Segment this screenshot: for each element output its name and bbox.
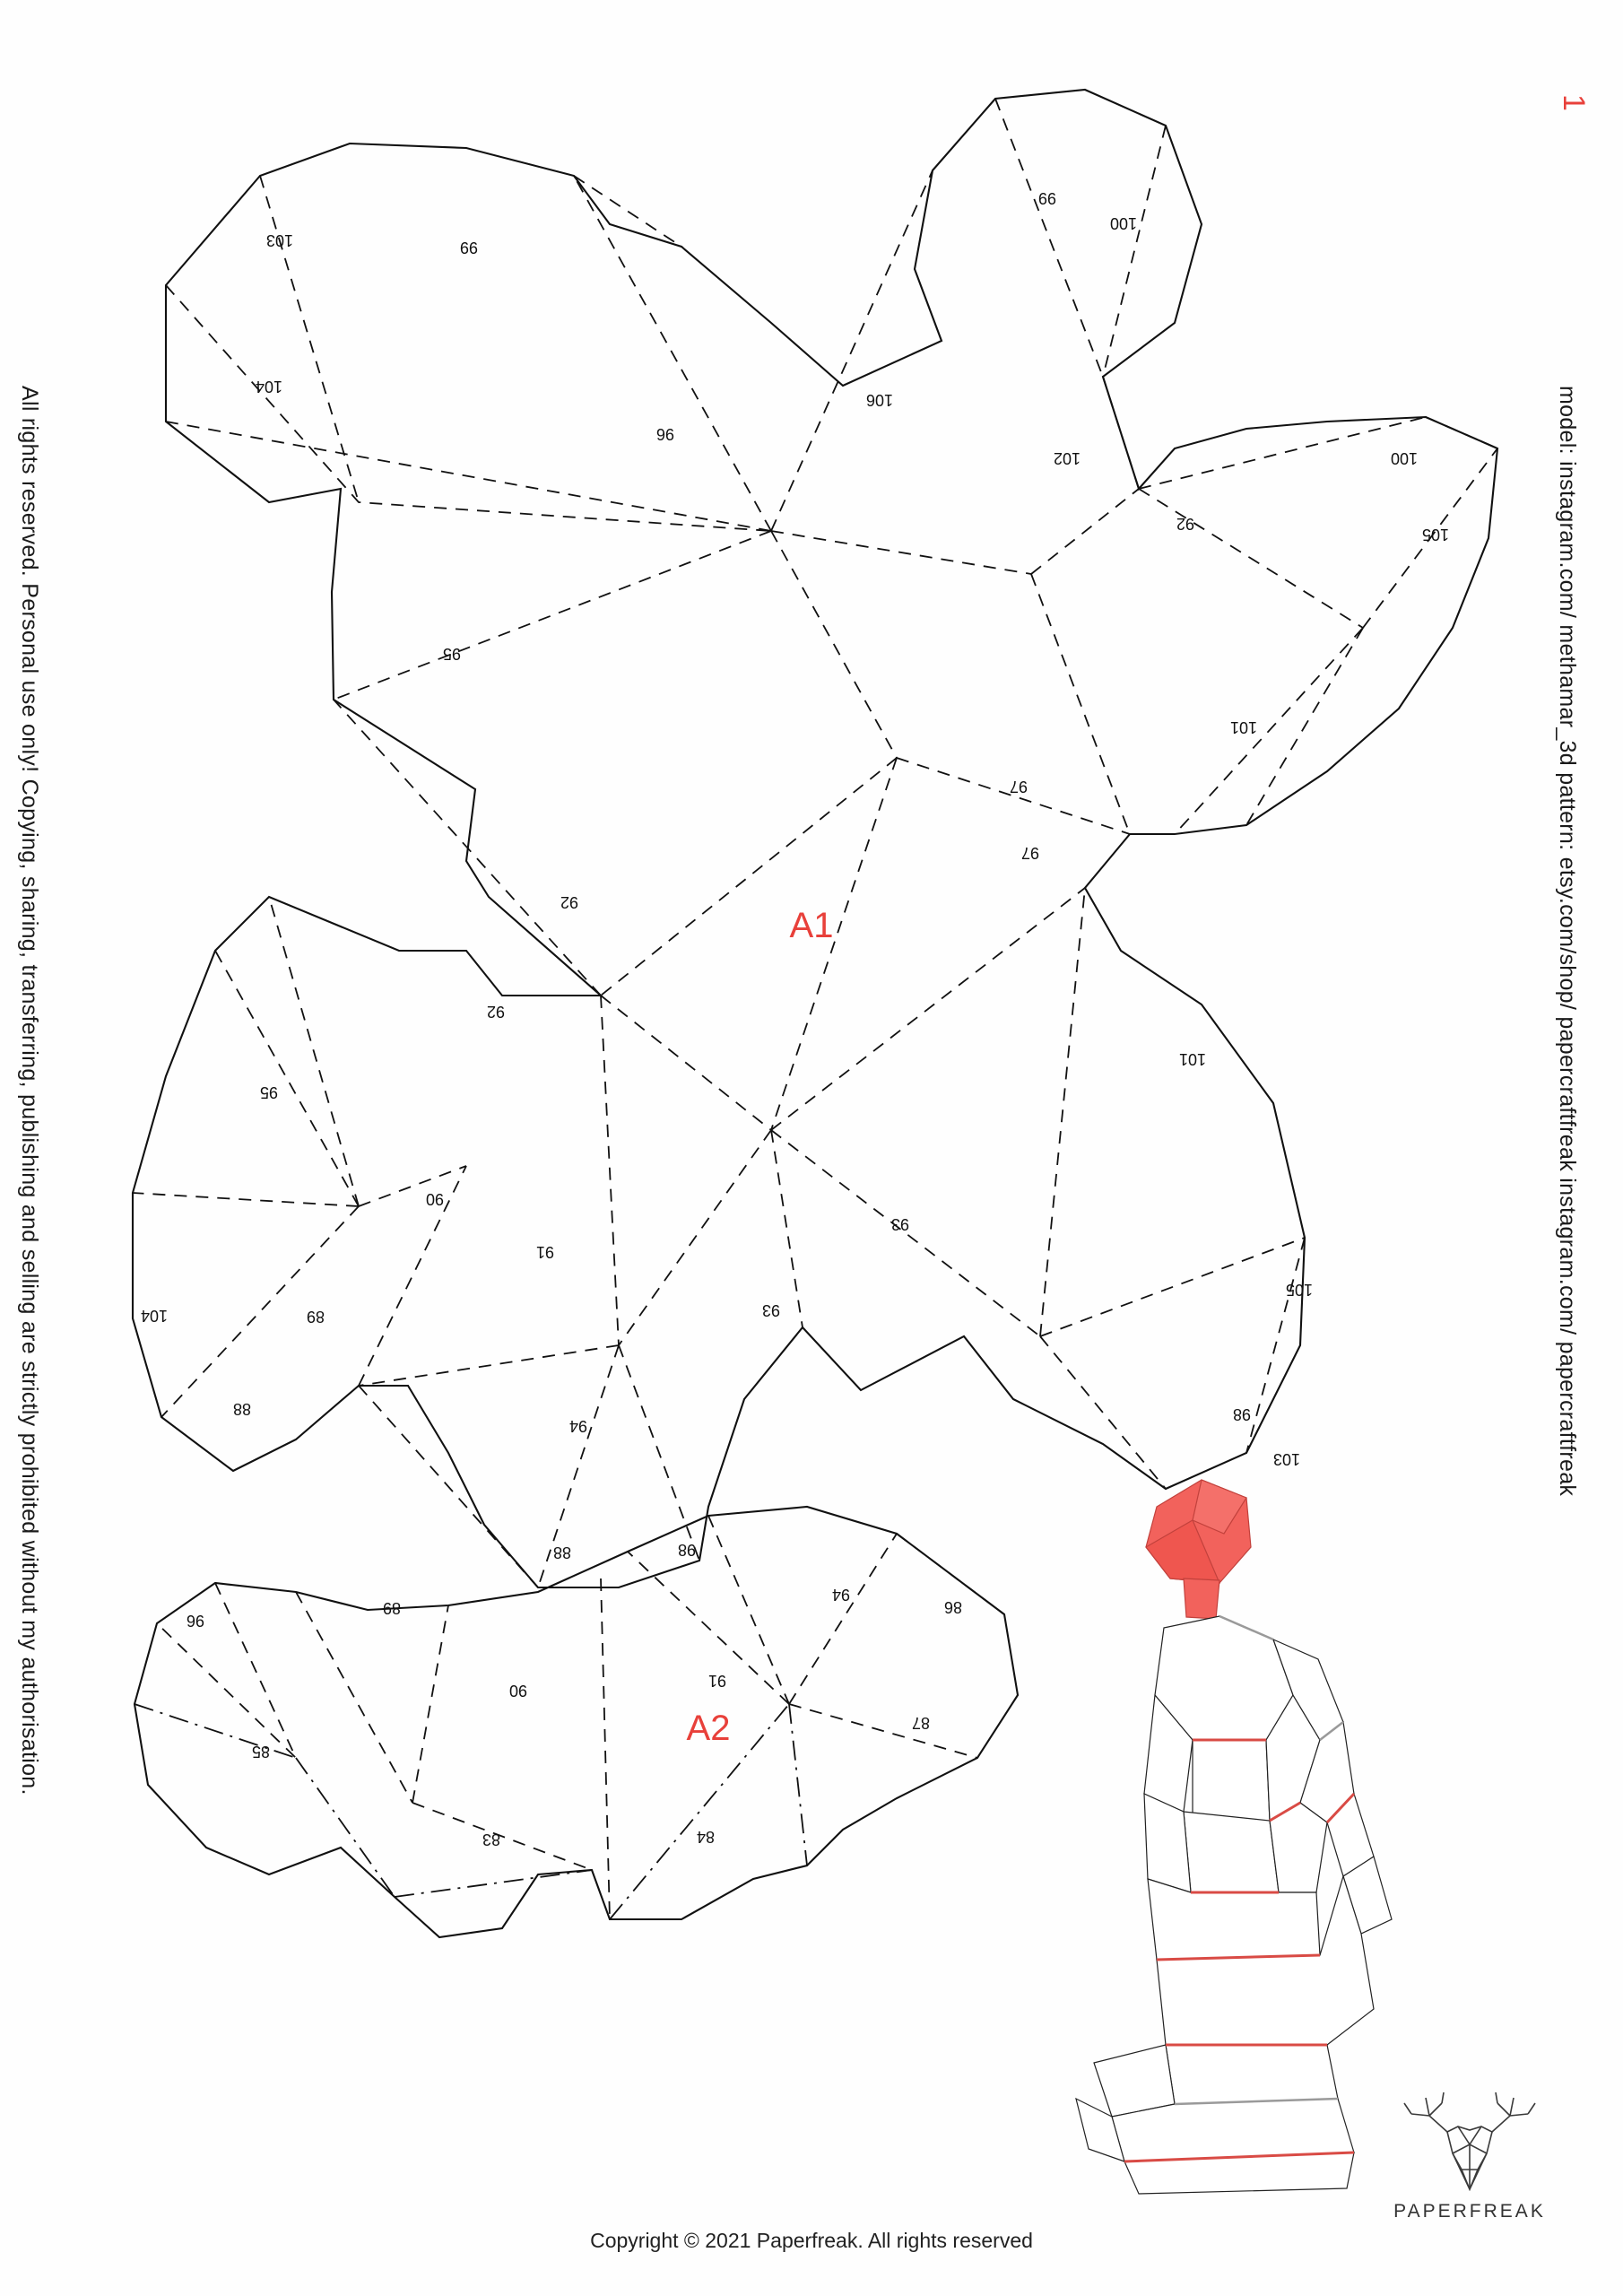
page-number: 1: [1557, 94, 1592, 111]
piece-label-a1: A1: [789, 906, 834, 945]
edge-number: 90: [508, 1682, 528, 1700]
edge-number: 98: [677, 1541, 697, 1559]
piece-labels: [687, 906, 834, 1748]
edge-number: 90: [425, 1190, 445, 1208]
edge-number: 101: [1178, 1050, 1207, 1068]
edge-number: 84: [696, 1828, 716, 1846]
edge-number: 101: [1229, 718, 1258, 736]
edge-number: 91: [535, 1243, 555, 1261]
edge-number: 87: [911, 1714, 931, 1732]
edge-number: 102: [1053, 449, 1081, 467]
edge-number: 96: [186, 1612, 205, 1630]
edge-number: 99: [459, 239, 479, 257]
edge-number: 97: [1009, 778, 1028, 796]
edge-number: 86: [943, 1598, 963, 1616]
piece-a2-fold-lines: [135, 1516, 1004, 1919]
edge-number: 104: [140, 1307, 169, 1325]
edge-number: 89: [306, 1308, 325, 1326]
brand-name: PAPERFREAK: [1393, 2201, 1546, 2222]
edge-number: 105: [1421, 526, 1450, 544]
piece-a1-fold-lines: [133, 99, 1497, 1587]
edge-number: 93: [761, 1301, 781, 1319]
piece-a2-cut-lines: [135, 1507, 1018, 1937]
edge-number: 98: [1232, 1405, 1252, 1423]
edge-number: 95: [442, 645, 462, 663]
edge-number: 85: [251, 1743, 271, 1761]
edge-number: 100: [1109, 214, 1138, 232]
edge-number: 103: [265, 231, 294, 249]
edge-number: 103: [1272, 1450, 1301, 1468]
credits-text: model: instagram.com/ methamar_3d pattern: etsy.com/shop/ papercraftfreak instagram.com/ papercraftfreak: [1555, 386, 1580, 1497]
rights-notice: All rights reserved. Personal use only! Copying, sharing, transferring, publishing and selling are strictly prohibited without my authorisation.: [17, 386, 42, 1796]
edge-number: 95: [259, 1083, 279, 1101]
copyright-text: Copyright © 2021 Paperfreak. All rights reserved: [590, 2229, 1033, 2252]
edge-number: 94: [831, 1586, 851, 1604]
edge-number: 99: [1037, 189, 1057, 207]
edge-number: 105: [1285, 1281, 1314, 1299]
deer-head-icon: [1402, 2091, 1537, 2191]
edge-number: 92: [1176, 515, 1195, 533]
edge-number: 91: [707, 1672, 727, 1690]
model-preview-illustration: [1058, 1471, 1435, 2224]
edge-number: 100: [1390, 449, 1419, 467]
brand-logo: [1386, 2091, 1553, 2222]
edge-number: 83: [482, 1831, 501, 1848]
edge-number: 89: [382, 1599, 402, 1617]
edge-number: 106: [865, 391, 894, 409]
edge-number: 88: [232, 1400, 252, 1418]
edge-number: 88: [552, 1544, 572, 1561]
edge-number: 96: [655, 425, 675, 443]
edge-number: 92: [486, 1003, 506, 1021]
edge-number: 104: [255, 378, 283, 396]
edge-number: 97: [1020, 844, 1040, 862]
piece-a1-cut-lines: [133, 90, 1497, 1587]
edge-number: 94: [568, 1417, 588, 1435]
piece-label-a2: A2: [686, 1709, 731, 1748]
edge-number: 92: [560, 893, 579, 911]
edge-number: 93: [890, 1215, 910, 1233]
